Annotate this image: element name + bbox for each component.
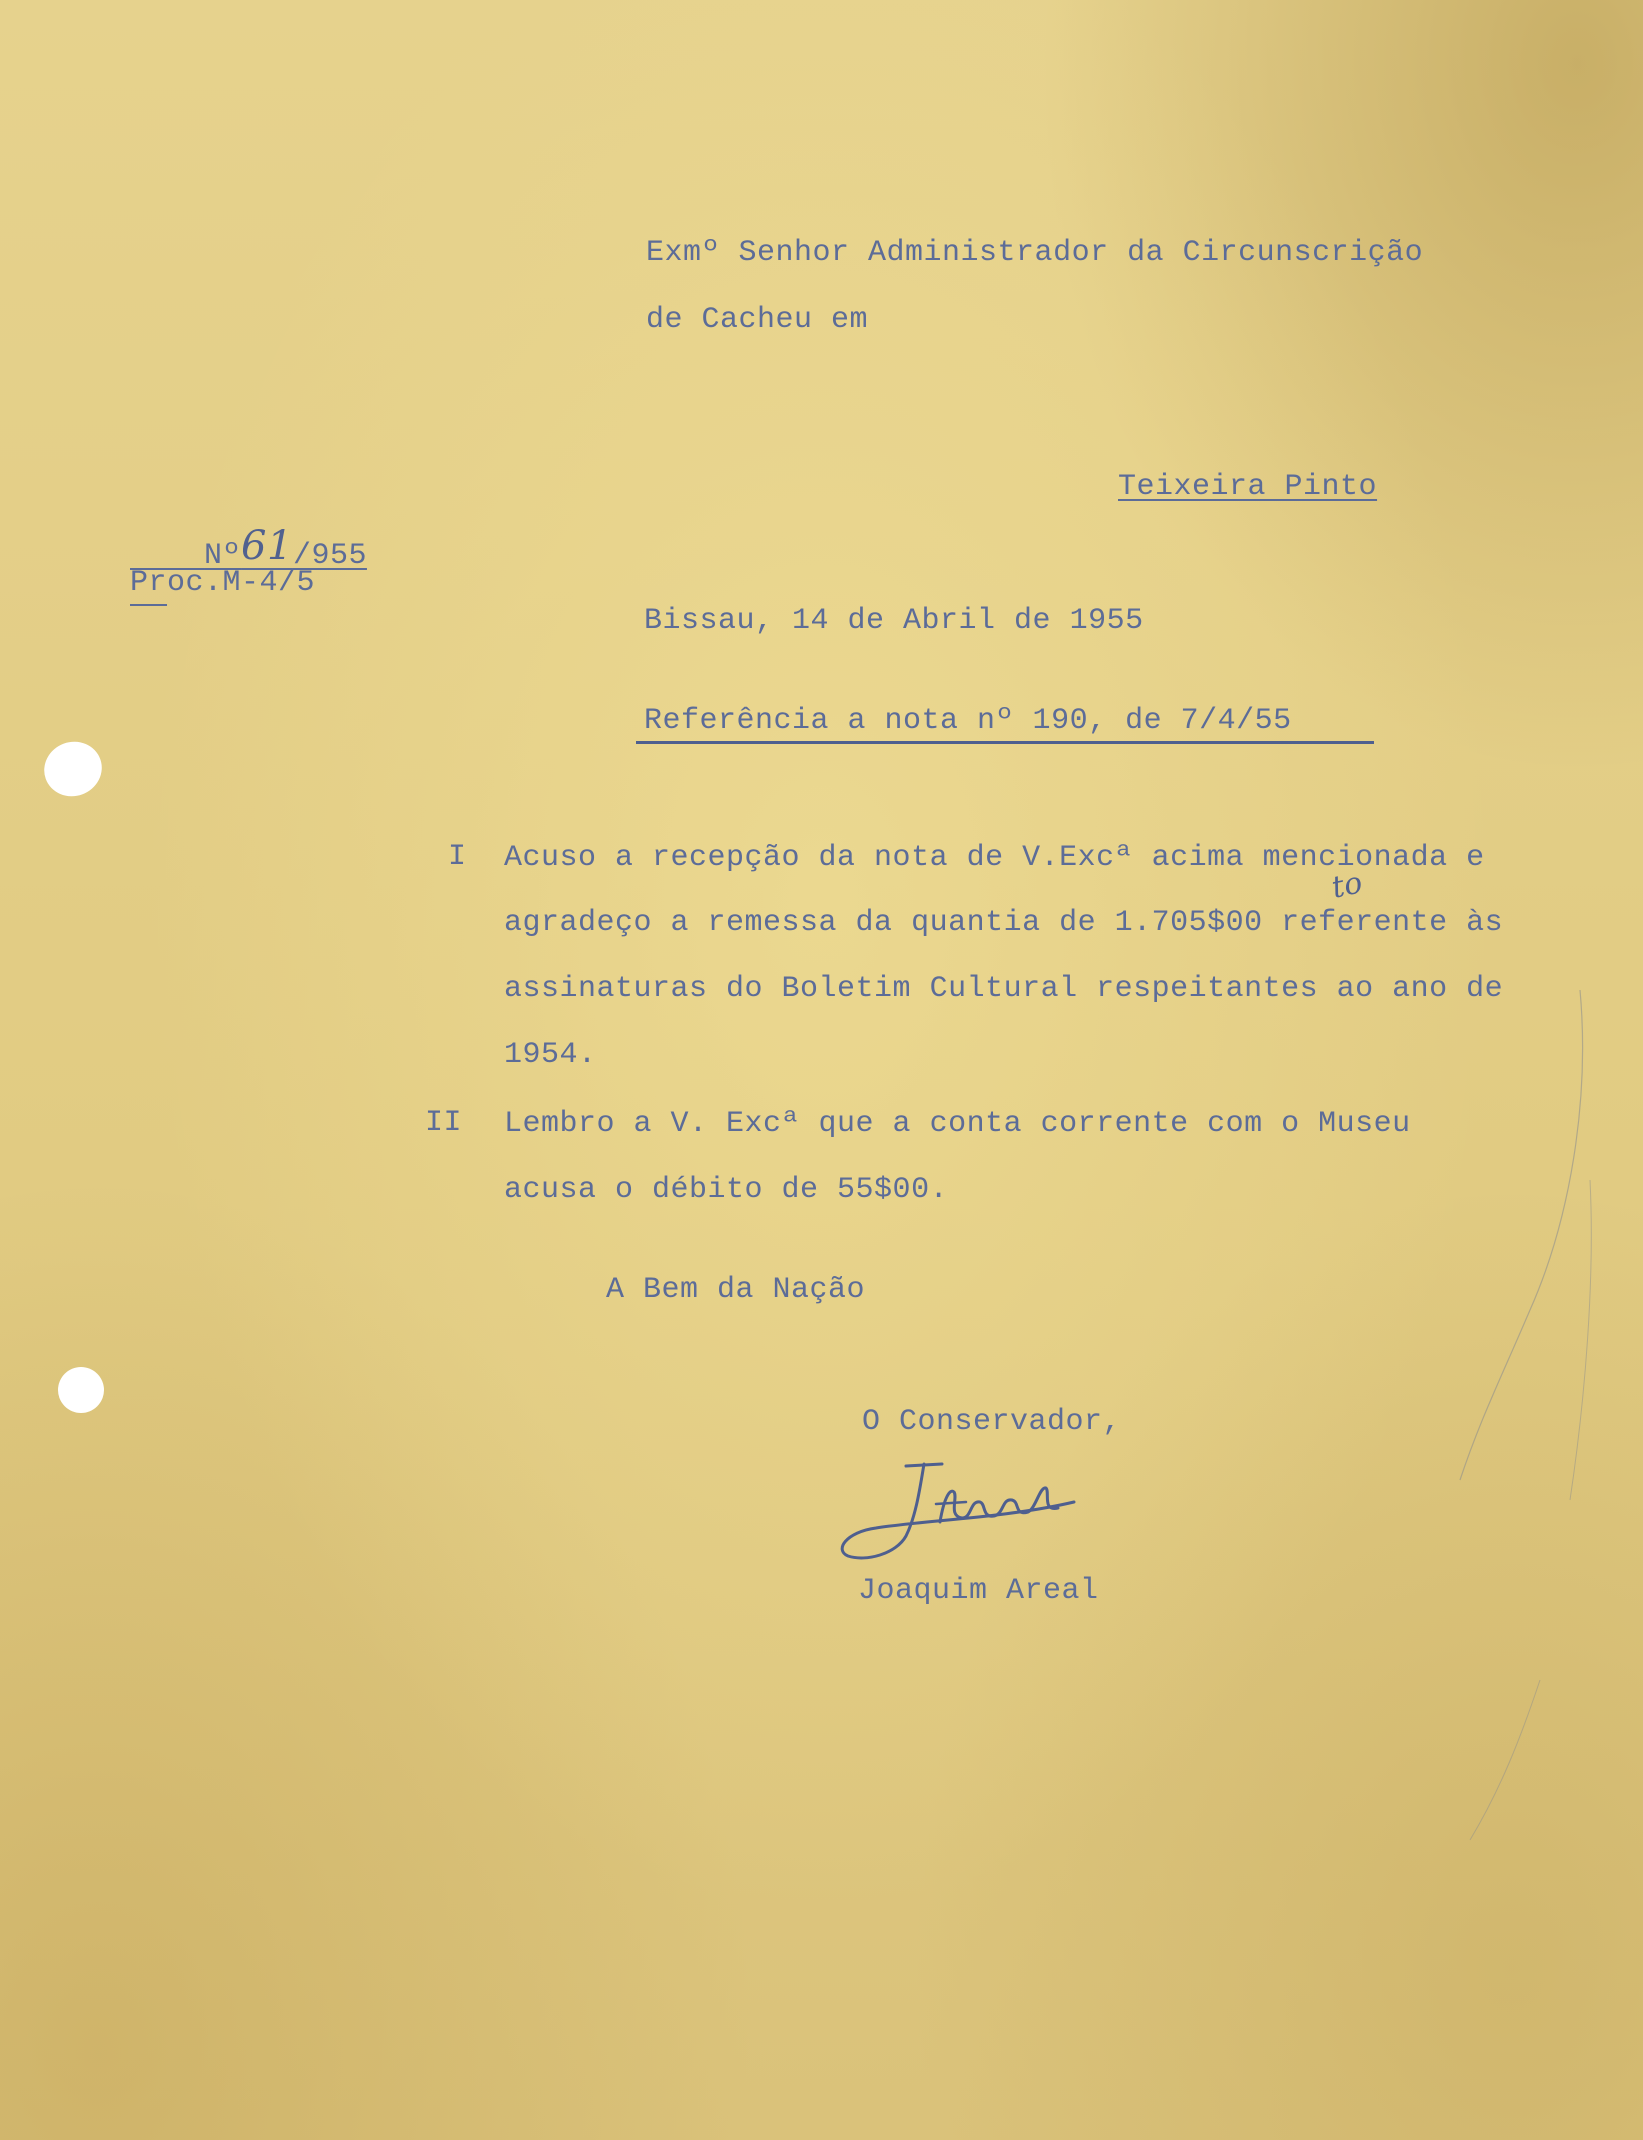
- paragraph-2-line-1: Lembro a V. Excª que a conta corrente com o Museu: [504, 1107, 1411, 1141]
- subject-underline: [636, 741, 1374, 744]
- signatory-name: Joaquim Areal: [858, 1574, 1099, 1608]
- handwritten-correction: to: [1328, 865, 1366, 906]
- paragraph-2-numeral: II: [425, 1106, 463, 1140]
- paragraph-1-line-3: assinaturas do Boletim Cultural respeitantes ao ano de: [504, 972, 1504, 1006]
- paragraph-1-line-2: agradeço a remessa da quantia de 1.705$00 referente às: [504, 906, 1504, 940]
- number-suffix: /955: [292, 539, 367, 573]
- closing-salutation: A Bem da Nação: [606, 1273, 866, 1307]
- subject-line: Referência a nota nº 190, de 7/4/55: [644, 704, 1292, 738]
- addressee-line-1: Exmº Senhor Administrador da Circunscrição: [646, 236, 1424, 270]
- signatory-title: O Conservador,: [862, 1405, 1122, 1439]
- punch-hole-top: [37, 734, 110, 805]
- paragraph-1-numeral: I: [448, 840, 467, 874]
- punch-hole-bottom: [58, 1367, 104, 1413]
- date-line: Bissau, 14 de Abril de 1955: [644, 604, 1144, 638]
- paragraph-2-line-2: acusa o débito de 55$00.: [504, 1173, 949, 1207]
- handwritten-signature: [836, 1458, 1096, 1568]
- paragraph-1-line-4: 1954.: [504, 1038, 597, 1072]
- addressee-place: Teixeira Pinto: [1118, 470, 1378, 504]
- number-prefix: Nº: [204, 539, 242, 573]
- pencil-marks: [1420, 980, 1620, 1880]
- paragraph-1-line-1: Acuso a recepção da nota de V.Excª acima mencionada e: [504, 841, 1485, 875]
- addressee-line-2: de Cacheu em: [646, 303, 869, 337]
- process-reference: Proc.M-4/5: [130, 566, 316, 600]
- handwritten-number: 61: [241, 523, 293, 569]
